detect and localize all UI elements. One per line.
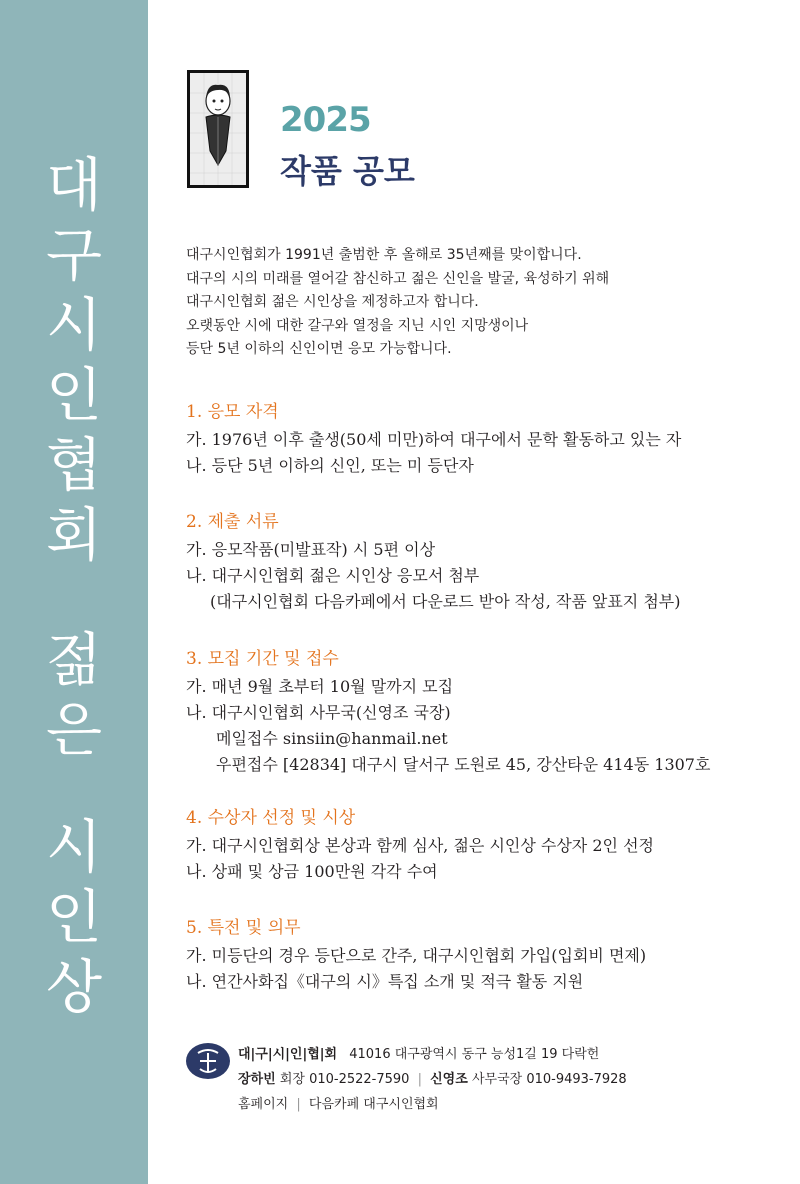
title-char: 인 [45,361,103,429]
section-line: 가. 미등단의 경우 등단으로 간주, 대구시인협회 가입(입회비 면제) [186,946,647,965]
email-submission: 메일접수 sinsiin@hanmail.net [216,729,448,748]
divider: | [417,1072,422,1087]
section-line: 나. 등단 5년 이하의 신인, 또는 미 등단자 [186,456,474,475]
section-line: 가. 응모작품(미발표작) 시 5편 이상 [186,540,436,559]
section-title: 3. 모집 기간 및 접수 [186,649,339,669]
footer-contact-row [186,1067,627,1092]
org-address: 41016 대구광역시 동구 능성1길 19 다락헌 [349,1047,600,1062]
title-char: 은 [45,696,103,764]
secretary-info: 사무국장 010-9493-7928 [471,1072,627,1087]
title-char: 젊 [45,626,103,694]
org-name: 대|구|시|인|협|회 [238,1047,338,1062]
section-eligibility [186,397,681,479]
vertical-title-award [0,812,148,1022]
section-line: 가. 1976년 이후 출생(50세 미만)하여 대구에서 문학 활동하고 있는 자 [186,430,682,449]
portrait-sketch-icon [190,73,246,185]
footer-contact [186,1042,627,1117]
intro-paragraph [186,244,609,362]
section-line: 나. 상패 및 상금 100만원 각각 수여 [186,862,438,881]
title-char: 시 [45,813,103,881]
divider: | [296,1097,301,1112]
homepage-link[interactable]: 다음카페 대구시인협회 [308,1097,439,1112]
title-char: 구 [45,221,103,289]
title-char: 시 [45,291,103,359]
homepage-label: 홈페이지 [238,1097,289,1112]
secretary-name: 신영조 [430,1072,468,1087]
section-selection [186,803,654,885]
intro-line: 대구시인협회가 1991년 출범한 후 올해로 35년째를 맞이합니다. [186,247,582,263]
section-line: 나. 대구시인협회 젊은 시인상 응모서 첨부 [186,566,480,585]
vertical-title-org [0,150,148,570]
footer-address-row [186,1042,627,1067]
title-char: 인 [45,883,103,951]
section-line: 나. 연간사화집《대구의 시》특집 소개 및 적극 활동 지원 [186,972,584,991]
section-benefits [186,913,646,995]
intro-line: 대구시인협회 젊은 시인상을 제정하고자 합니다. [186,294,479,310]
section-line: 나. 대구시인협회 사무국(신영조 국장) [186,703,451,722]
section-line: 가. 대구시인협회상 본상과 함께 심사, 젊은 시인상 수상자 2인 선정 [186,836,654,855]
title-char: 회 [45,501,103,569]
section-title: 4. 수상자 선정 및 시상 [186,808,356,828]
title-char: 대 [45,151,103,219]
section-documents [186,507,681,615]
poster-year: 2025 [280,100,371,140]
portrait-illustration [187,70,249,188]
intro-line: 등단 5년 이하의 신인이면 응모 가능합니다. [186,341,452,357]
section-note: (대구시인협회 다음카페에서 다운로드 받아 작성, 작품 앞표지 첨부) [210,592,681,611]
section-title: 5. 특전 및 의무 [186,918,301,938]
title-char: 상 [45,953,103,1021]
footer-homepage-row [186,1092,627,1117]
section-line: 가. 매년 9월 초부터 10월 말까지 모집 [186,677,454,696]
president-info: 회장 010-2522-7590 [279,1072,410,1087]
president-name: 장하빈 [238,1072,276,1087]
section-period [186,644,710,778]
poster-subtitle: 작품 공모 [280,152,415,190]
sidebar-band [0,0,148,1184]
section-title: 2. 제출 서류 [186,512,279,532]
vertical-title-young [0,625,148,765]
intro-line: 오랫동안 시에 대한 갈구와 열정을 지닌 시인 지망생이나 [186,317,529,334]
title-char: 협 [45,431,103,499]
intro-line: 대구의 시의 미래를 열어갈 참신하고 젊은 신인을 발굴, 육성하기 위해 [186,270,610,287]
section-title: 1. 응모 자격 [186,402,279,422]
postal-submission: 우편접수 [42834] 대구시 달서구 도원로 45, 강산타운 414동 1307호 [216,755,711,774]
